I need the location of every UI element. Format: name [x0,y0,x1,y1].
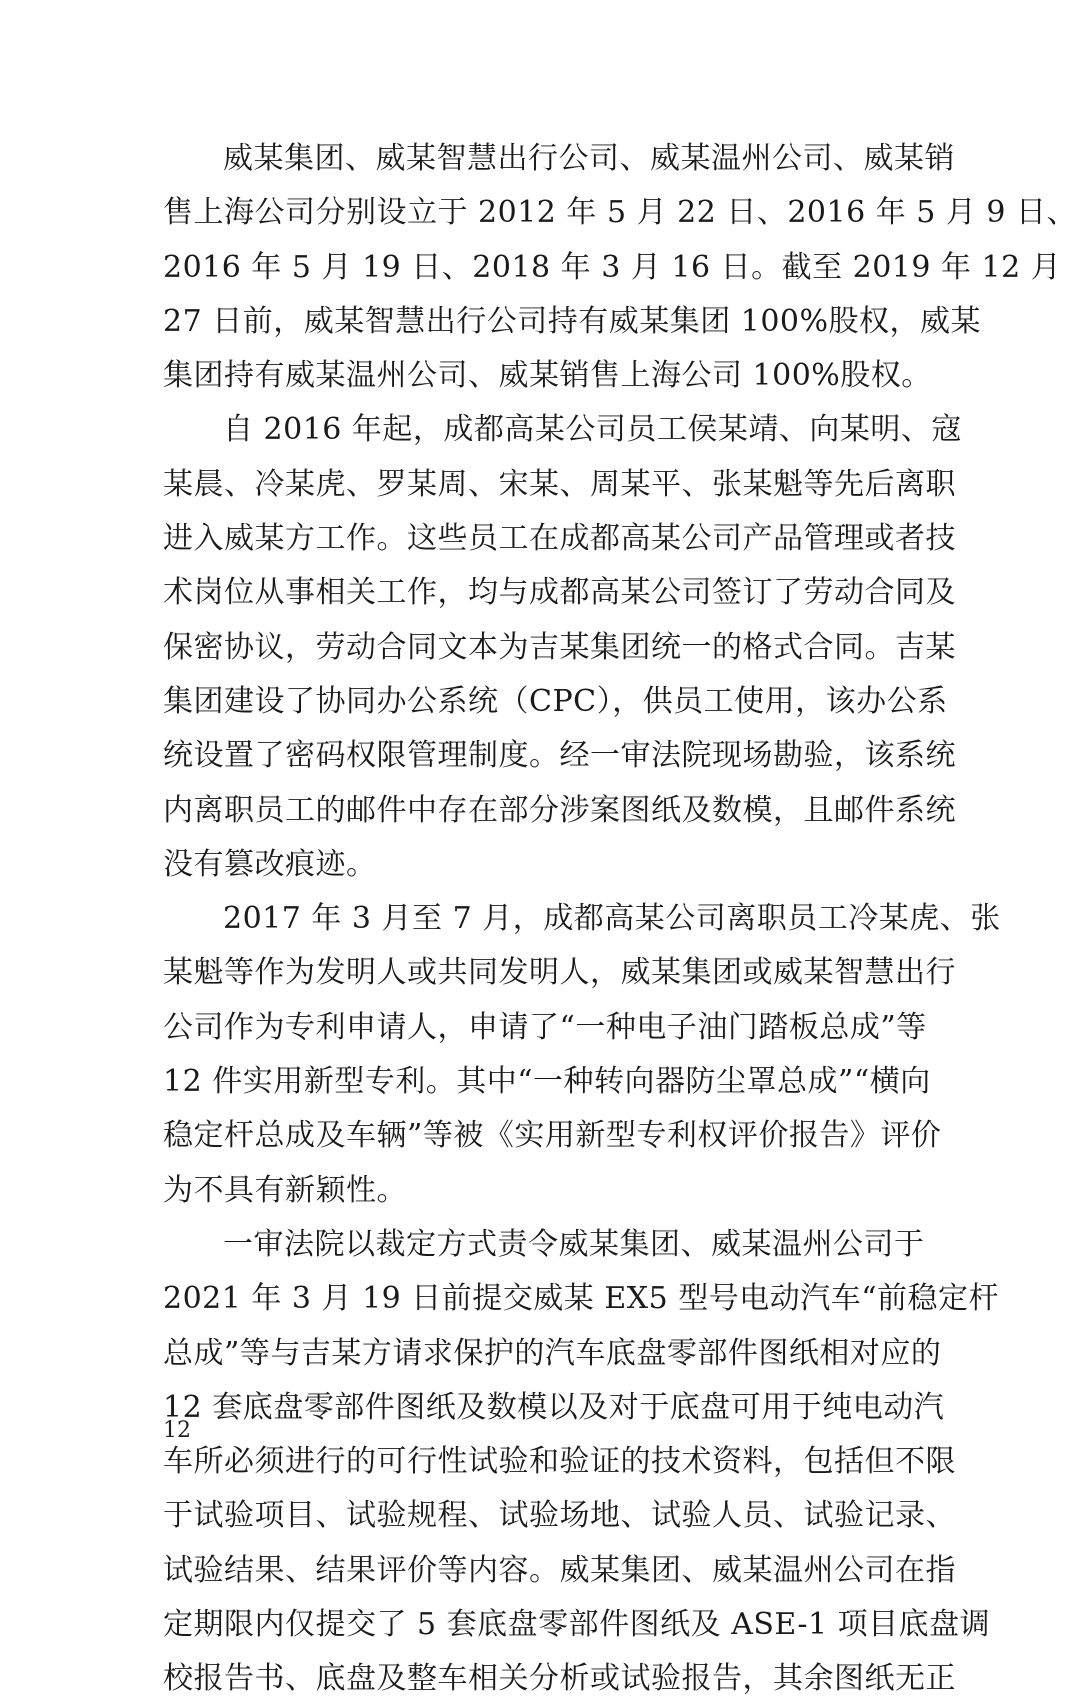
text-line: 校报告书、底盘及整车相关分析或试验报告，其余图纸无正 [163,1661,956,1697]
text-line: 12 件实用新型专利。其中“一种转向器防尘罩总成”“横向 [163,1064,931,1100]
text-line: 集团建设了协同办公系统（CPC），供员工使用，该办公系 [163,683,948,719]
text-line: 12 套底盘零部件图纸及数模以及对于底盘可用于纯电动汽 [163,1389,945,1425]
text-line: 于试验项目、试验规程、试验场地、试验人员、试验记录、 [163,1498,956,1534]
text-line: 试验结果、结果评价等内容。威某集团、威某温州公司在指 [163,1552,956,1588]
text-line: 统设置了密码权限管理制度。经一审法院现场勘验，该系统 [163,738,956,774]
document-body [163,132,1078,1707]
text-line: 自 2016 年起，成都高某公司员工侯某靖、向某明、寇 [223,412,962,448]
text-line: 车所必须进行的可行性试验和验证的技术资料，包括但不限 [163,1444,956,1480]
text-line: 定期限内仅提交了 5 套底盘零部件图纸及 ASE-1 项目底盘调 [163,1607,991,1643]
text-line: 术岗位从事相关工作，均与成都高某公司签订了劳动合同及 [163,575,956,611]
text-line: 某魁等作为发明人或共同发明人，威某集团或威某智慧出行 [163,955,956,991]
text-line: 没有篡改痕迹。 [163,846,377,882]
text-line: 2016 年 5 月 19 日、2018 年 3 月 16 日。截至 2019 年 12 月 [163,249,1062,285]
text-line: 内离职员工的邮件中存在部分涉案图纸及数模，且邮件系统 [163,792,956,828]
text-line: 2017 年 3 月至 7 月，成都高某公司离职员工冷某虎、张 [223,901,1001,937]
text-line: 某晨、冷某虎、罗某周、宋某、周某平、张某魁等先后离职 [163,466,956,502]
text-line: 总成”等与吉某方请求保护的汽车底盘零部件图纸相对应的 [163,1335,942,1371]
text-line: 保密协议，劳动合同文本为吉某集团统一的格式合同。吉某 [163,629,956,665]
text-line: 一审法院以裁定方式责令威某集团、威某温州公司于 [223,1226,925,1262]
text-line: 稳定杆总成及车辆”等被《实用新型专利权评价报告》评价 [163,1118,942,1154]
text-line: 集团持有威某温州公司、威某销售上海公司 100%股权。 [163,358,932,394]
text-line: 27 日前，威某智慧出行公司持有威某集团 100%股权，威某 [163,303,982,339]
text-line: 为不具有新颖性。 [163,1172,407,1208]
text-line: 2021 年 3 月 19 日前提交威某 EX5 型号电动汽车“前稳定杆 [163,1281,1000,1317]
text-line: 公司作为专利申请人，申请了“一种电子油门踏板总成”等 [163,1009,927,1045]
text-line: 售上海公司分别设立于 2012 年 5 月 22 日、2016 年 5 月 9 日、 [163,195,1078,231]
text-line: 进入威某方工作。这些员工在成都高某公司产品管理或者技 [163,521,956,557]
text-line: 威某集团、威某智慧出行公司、威某温州公司、威某销 [223,141,955,176]
page-number: 12 [163,1418,191,1443]
